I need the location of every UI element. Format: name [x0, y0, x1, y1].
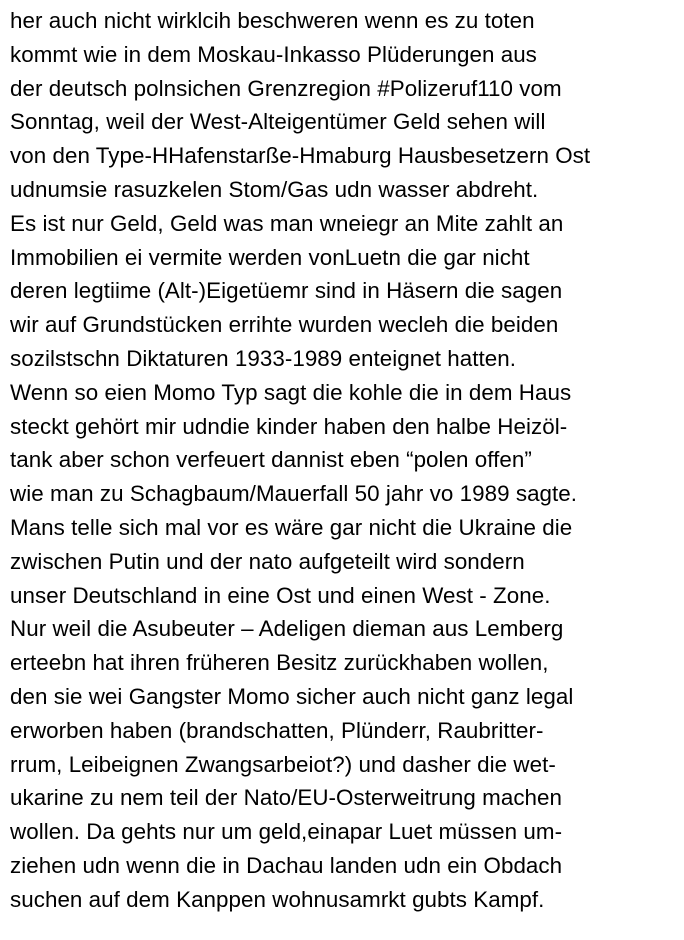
- text-line: unser Deutschland in eine Ost und einen West - Zone.: [10, 582, 551, 608]
- text-line: wollen. Da gehts nur um geld,einapar Luet müssen um-: [10, 819, 563, 845]
- text-line: kommt wie in dem Moskau-Inkasso Plüderungen aus: [10, 41, 537, 67]
- text-line: Nur weil die Asubeuter – Adeligen dieman aus Lemberg: [10, 616, 564, 642]
- text-line: udnumsie rasuzkelen Stom/Gas udn wasser abdreht.: [10, 176, 539, 202]
- text-line: Immobilien ei vermite werden vonLuetn die gar nicht: [10, 244, 530, 270]
- text-line: Wenn so eien Momo Typ sagt die kohle die in dem Haus: [10, 379, 572, 405]
- text-line: her auch nicht wirklcih beschweren wenn es zu toten: [10, 8, 535, 33]
- text-line: rrum, Leibeignen Zwangsarbeiot?) und dasher die wet-: [10, 751, 556, 777]
- text-line: ukarine zu nem teil der Nato/EU-Osterweitrung machen: [10, 785, 563, 811]
- text-line: suchen auf dem Kanppen wohnusamrkt gubts Kampf.: [10, 886, 545, 912]
- text-line: der deutsch polnsichen Grenzregion #Polizeruf110 vom: [10, 75, 562, 101]
- text-line: tank aber schon verfeuert dannist eben “polen offen”: [10, 447, 532, 473]
- text-line: erworben haben (brandschatten, Plünderr, Raubritter-: [10, 717, 544, 743]
- text-line: wie man zu Schagbaum/Mauerfall 50 jahr vo 1989 sagte.: [10, 481, 578, 507]
- text-line: von den Type-HHafenstarße-Hmaburg Hausbesetzern Ost: [10, 143, 591, 169]
- text-line: erteebn hat ihren früheren Besitz zurückhaben wollen,: [10, 650, 549, 676]
- text-line: sozilstschn Diktaturen 1933-1989 enteignet hatten.: [10, 345, 517, 371]
- text-line: steckt gehört mir udndie kinder haben den halbe Heizöl-: [10, 413, 568, 439]
- text-line: ziehen udn wenn die in Dachau landen udn ein Obdach: [10, 852, 563, 878]
- text-line: deren legtiime (Alt-)Eigetüemr sind in Häsern die sagen: [10, 278, 563, 304]
- text-line: wir auf Grundstücken errihte wurden wecleh die beiden: [10, 312, 559, 338]
- text-line: Es ist nur Geld, Geld was man wneiegr an Mite zahlt an: [10, 210, 564, 236]
- document-text: [10, 4, 682, 917]
- text-line: Sonntag, weil der West-Alteigentümer Geld sehen will: [10, 109, 546, 135]
- text-line: Mans telle sich mal vor es wäre gar nicht die Ukraine die: [10, 514, 573, 540]
- text-line: zwischen Putin und der nato aufgeteilt wird sondern: [10, 548, 525, 574]
- text-line: den sie wei Gangster Momo sicher auch nicht ganz legal: [10, 683, 574, 709]
